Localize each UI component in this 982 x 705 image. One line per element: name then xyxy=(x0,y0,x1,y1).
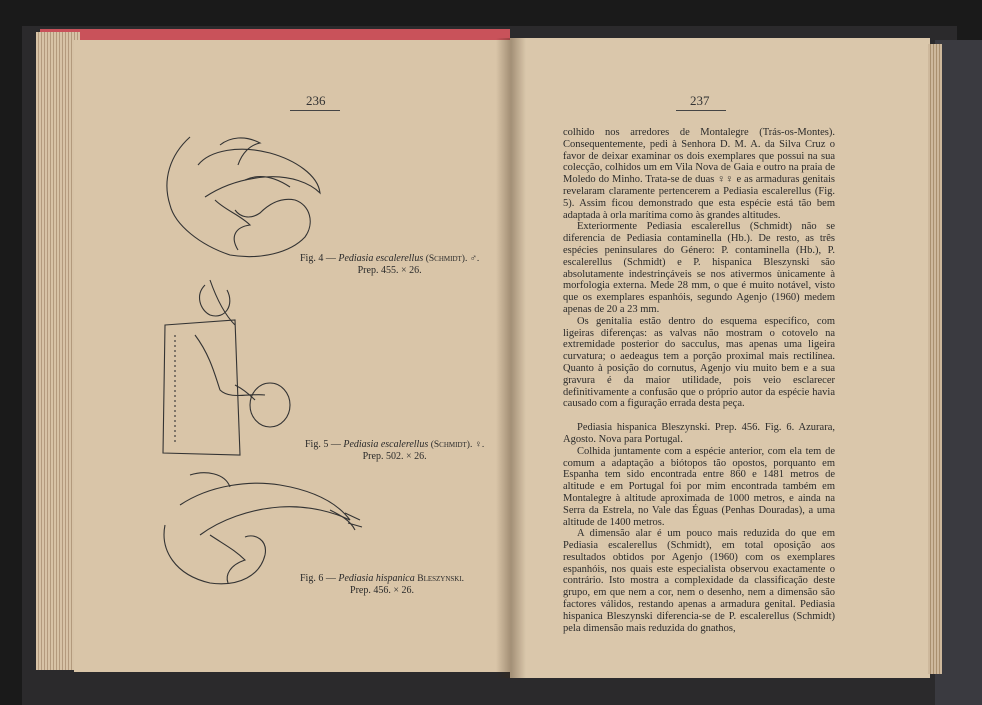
figure-5-drawing xyxy=(155,275,295,460)
paragraph-2: Exteriormente Pediasia escalerellus (Schmidt) não se diferencia de Pediasia contaminella (Hb.). De resto, as três espécies peninsulares do Género: P. contaminella (Hb.), P. escalerellus (Schmidt) e P. hispanica Bleszynski são absolutamente indestrinçáveis se nos ativermos ùnicamente à morfologia externa. Mede 28 mm, o que é muito notável, visto que os exemplares espanhóis, segundo Agenjo (1960) medem apenas de 20 a 23 mm. xyxy=(563,221,835,315)
paragraph-5: Colhida juntamente com a espécie anterior, com ela tem de comum a adaptação a biótopos tão opostos, porquanto em Espanha tem sido encontrada entre 860 e 1481 metros de altitude e em Portugal foi por mim encontrada também em Montalegre à altitude aproximada de 1000 metros, e ainda na Serra da Estrela, no Vale das Éguas (Penhas Douradas), a uma altitude de 1400 metros. xyxy=(563,445,835,528)
page-number-left: 236 xyxy=(306,93,326,108)
book-gutter xyxy=(496,38,526,678)
body-text xyxy=(563,127,835,634)
paragraph-3: Os genitalia estão dentro do esquema específico, com ligeiras diferenças: as valvas não mostram o cotovelo na extremidade posterior do sacculus, mas apenas uma ligeira curvatura; o aedeagus tem a porção proximal mais rectilínea. Quanto à posição do cornutus, Agenjo viu muito bem e a sua gravura é da maior utilidade, pois veio esclarecer definitivamente a confusão que o próprio autor da espécie havia causado com a figuração errada desta peça. xyxy=(563,315,835,410)
header-rule-right xyxy=(676,110,726,111)
caption-fig-4: Fig. 4 — Pediasia escalerellus (Schmidt). ♂. Prep. 455. × 26. xyxy=(300,253,480,276)
paragraph-1: colhido nos arredores de Montalegre (Trás-os-Montes). Consequentemente, pedi à Senhora D. M. A. da Silva Cruz o favor de deixar examinar os dois exemplares que possui na sua colecção, colhidos um em Vila Nova de Gaia e outro na praia de Moledo do Minho. Trata-se de duas ♀♀ e as armaduras genitais revelaram claramente pertencerem a Pediasia escalerellus (Fig. 5). Assim ficou demonstrado que esta espécie está tão bem adaptada à orla marítima como às grandes altitudes. xyxy=(563,127,835,221)
caption-fig-5: Fig. 5 — Pediasia escalerellus (Schmidt). ♀. Prep. 502. × 26. xyxy=(305,439,485,462)
caption-fig-6: Fig. 6 — Pediasia hispanica Bleszynski. Prep. 456. × 26. xyxy=(300,573,465,596)
book-cover-right xyxy=(935,40,982,705)
paragraph-4: Pediasia hispanica Bleszynski. Prep. 456. Fig. 6. Azurara, Agosto. Nova para Portugal. xyxy=(563,422,835,445)
paragraph-6: A dimensão alar é um pouco mais reduzida do que em Pediasia escalerellus (Schmidt), em total oposição aos resultados obtidos por Agenjo (1960) com os exemplares espanhóis, nos quais este especialista observou exactamente o contrário. Isto mostra a complexidade da classificação deste grupo, em que nem a cor, nem o desenho, nem a dimensão são factores válidos, restando apenas a armadura genital. Pediasia hispanica Bleszynski diferencia-se de P. escalerellus (Schmidt) pela dimensão mais reduzida do gnathos, xyxy=(563,528,835,634)
page-number-right: 237 xyxy=(690,93,710,108)
page-edges-right xyxy=(928,44,942,674)
header-rule-left xyxy=(290,110,340,111)
figure-6-drawing xyxy=(150,465,365,590)
figure-4-drawing xyxy=(150,125,330,260)
